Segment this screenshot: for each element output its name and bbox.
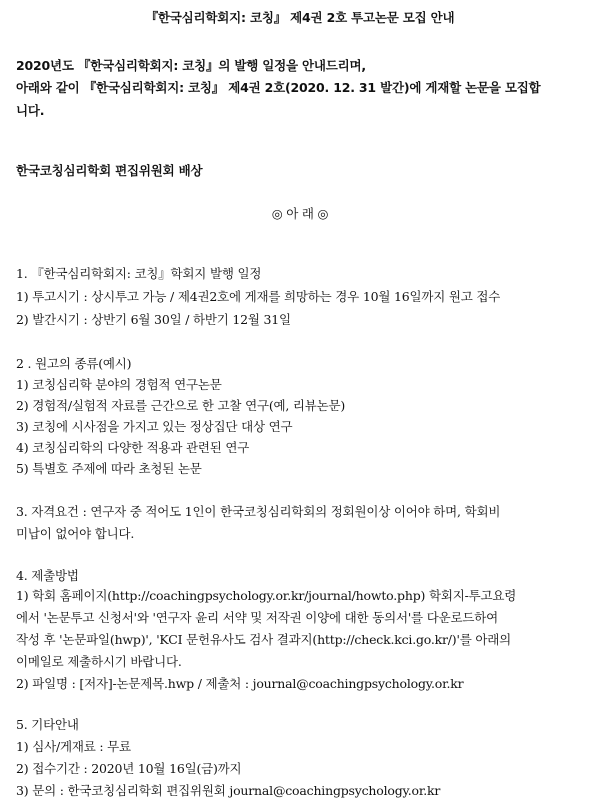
section-4-line: 1) 학회 홈페이지(http://coachingpsychology.or.kr/journal/howto.php) 학회지-투고요령 bbox=[16, 588, 517, 603]
section-4-line: 에서 '논문투고 신청서'와 '연구자 윤리 서약 및 저작권 이양에 대한 동의서'를 다운로드하여 bbox=[16, 610, 498, 625]
section-5-item: 1) 심사/게재료 : 무료 bbox=[16, 739, 131, 754]
section-4-heading: 4. 제출방법 bbox=[16, 568, 79, 583]
section-3-line-1: 3. 자격요건 : 연구자 중 적어도 1인이 한국코칭심리학회의 정회원이상 이어야 하며, 학회비 bbox=[16, 504, 501, 519]
section-4-line: 이메일로 제출하시기 바랍니다. bbox=[16, 654, 182, 669]
section-1-heading: 1. 『한국심리학회지: 코칭』학회지 발행 일정 bbox=[16, 266, 262, 281]
section-5-heading: 5. 기타안내 bbox=[16, 717, 79, 732]
intro-line-1: 2020년도 『한국심리학회지: 코칭』의 발행 일정을 안내드리며, bbox=[16, 58, 366, 73]
section-5-item: 3) 문의 : 한국코칭심리학회 편집위원회 journal@coachingpsychology.or.kr bbox=[16, 783, 441, 798]
section-1-item: 1) 투고시기 : 상시투고 가능 / 제4권2호에 게재를 희망하는 경우 10월 16일까지 원고 접수 bbox=[16, 289, 501, 304]
section-2-item: 3) 코칭에 시사점을 가지고 있는 정상집단 대상 연구 bbox=[16, 419, 293, 434]
notice-marker: ◎ 아 래 ◎ bbox=[271, 206, 329, 221]
section-2-item: 4) 코칭심리학의 다양한 적용과 관련된 연구 bbox=[16, 440, 250, 455]
sender-line: 한국코칭심리학회 편집위원회 배상 bbox=[16, 163, 203, 178]
document-title: 『한국심리학회지: 코칭』 제4권 2호 투고논문 모집 안내 bbox=[145, 10, 455, 25]
section-1-item: 2) 발간시기 : 상반기 6월 30일 / 하반기 12월 31일 bbox=[16, 312, 291, 327]
section-5-item: 2) 접수기간 : 2020년 10월 16일(금)까지 bbox=[16, 761, 242, 776]
section-2-heading: 2 . 원고의 종류(예시) bbox=[16, 356, 132, 371]
section-2-item: 1) 코칭심리학 분야의 경험적 연구논문 bbox=[16, 377, 222, 392]
section-3-line-2: 미납이 없어야 합니다. bbox=[16, 526, 135, 541]
section-2-item: 2) 경험적/실험적 자료를 근간으로 한 고찰 연구(예, 리뷰논문) bbox=[16, 398, 346, 413]
intro-line-2: 아래와 같이 『한국심리학회지: 코칭』 제4권 2호(2020. 12. 31 발간)에 게재할 논문을 모집합 bbox=[16, 80, 541, 95]
intro-line-3: 니다. bbox=[16, 103, 45, 118]
section-4-line: 2) 파일명 : [저자]-논문제목.hwp / 제출처 : journal@coachingpsychology.or.kr bbox=[16, 676, 464, 691]
section-2-item: 5) 특별호 주제에 따라 초청된 논문 bbox=[16, 461, 202, 476]
section-4-line: 작성 후 '논문파일(hwp)', 'KCI 문헌유사도 검사 결과지(http://check.kci.go.kr/)'를 아래의 bbox=[16, 632, 511, 647]
